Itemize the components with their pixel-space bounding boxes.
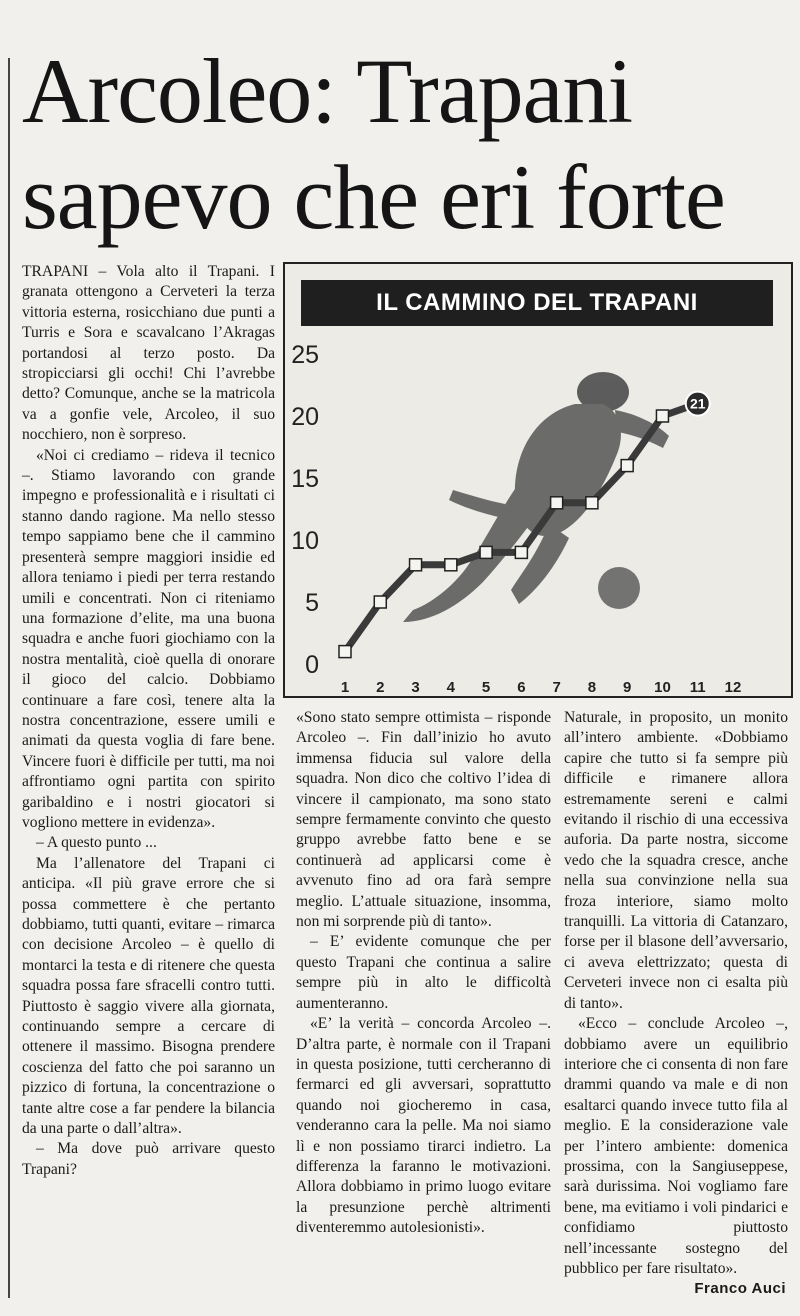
data-point: [656, 410, 668, 422]
y-tick-label: 0: [305, 651, 319, 679]
article-column-3: [564, 708, 788, 1279]
x-tick-label: 2: [376, 679, 385, 696]
paragraph: «Sono stato sempre ottimista – risponde Arcoleo –. Fin dall’inizio ho avuto immensa fiducia sul valore della squadra. Non dico che coltivo l’idea di vincere il campionato, ma sono stato sempre fermamente convinto che questo gruppo avrebbe fatto bene e se continuerà ad applicarsi come è avvenuto fino ad ora farà sempre meglio. L’attuale situazione, insomma, non mi sorprende più di tanto».: [296, 709, 551, 931]
y-tick-label: 15: [291, 465, 319, 493]
data-point: [480, 546, 492, 558]
article-column-1: [22, 262, 275, 1180]
chart-title: IL CAMMINO DEL TRAPANI: [301, 280, 773, 326]
paragraph: «Noi ci crediamo – rideva il tecnico –. Stiamo lavorando con grande impegno e professionalità e i risultati ci stanno dando ragione. Ma nello stesso tempo sappiamo bene che il cammino presenterà sempre maggiori insidie ed allora teniamo i piedi per terra restando umili e concentrati. Non ci riteniamo una formazione d’elite, ma una buona squadra e anche fuori giochiamo con la nostra mentalità, cioè quella di onorare il gioco del calcio. Dobbiamo continuare a fare così, tenere alta la nostra concentrazione, essere umili e animati da questa voglia di fare bene. Vincere fuori è difficile per tutti, ma noi affrontiamo ogni partita con spirito garibaldino e i nostri giocatori si vogliono mettere in evidenza».: [22, 446, 275, 831]
data-point: [551, 497, 563, 509]
chart-svg: [285, 264, 791, 696]
data-point: [621, 460, 633, 472]
x-tick-label: 5: [481, 679, 491, 696]
paragraph: – E’ evidente comunque che per questo Trapani che continua a salire sempre più in alto le difficoltà aumenteranno.: [296, 933, 551, 1012]
x-tick-label: 8: [587, 679, 597, 696]
byline: Franco Auci: [694, 1280, 786, 1297]
y-tick-label: 20: [291, 403, 319, 431]
y-tick-label: 10: [291, 527, 319, 555]
data-label: 21: [689, 395, 706, 412]
paragraph: «Ecco – conclude Arcoleo –, dobbiamo avere un equilibrio interiore che ci consenta di non fare drammi quando va male e di non esaltarci quando invece tutto fila al meglio. E la considerazione vale per l’intero ambiente: domenica prossima, con la Sangiuseppese, sarà durissima. Noi vogliamo fare bene, ma evitiamo i voli pindarici e confidiamo piuttosto nell’incessante sostegno del pubblico per fare risultato».: [564, 1015, 788, 1277]
x-tick-label: 7: [552, 679, 561, 696]
x-tick-label: 10: [654, 679, 671, 696]
data-point: [445, 559, 457, 571]
paragraph: «E’ la verità – concorda Arcoleo –. D’altra parte, è normale con il Trapani in questa posizione, tutti cercheranno di fermarci ed gli avversari, soprattutto quando noi giocheremo in casa, venderanno cara la pelle. Ma noi siamo lì e non possiamo tirarci indietro. La differenza la faranno le motivazioni. Allora dobbiamo in primo luogo evitare la presunzione perchè altrimenti diventeremmo autolesionisti».: [296, 1015, 551, 1237]
paragraph: Ma l’allenatore del Trapani ci anticipa. «Il più grave errore che si possa commettere è che pertanto dobbiamo, tutti quanti, evitare – rimarca con decisione Arcoleo – è quello di montarci la testa e di ritenere che questa squadra possa fare sfracelli contro tutti. Piuttosto è saggio vivere alla giornata, continuando sempre a cercare di ottenere il massimo. Bisogna prendere coscienza del fatto che poi saranno un pizzico di fortuna, la concentrazione o tante altre cose a far pendere la bilancia da una parte o dall’altra».: [22, 854, 275, 1138]
data-point: [339, 646, 351, 658]
paragraph: TRAPANI – Vola alto il Trapani. I granata ottengono a Cerveteri la terza vittoria esterna, rosicchiano due punti a Turris e Sora e scavalcano l’Akragas portandosi al terzo posto. Da stropicciarsi gli occhi! Chi l’avrebbe detto? Comunque, anche se la matricola va a gonfie vele, Arcoleo, il suo nocchiero, non è sorpreso.: [22, 263, 275, 444]
x-tick-label: 4: [446, 679, 455, 696]
data-point: [515, 546, 527, 558]
article-column-2: [296, 708, 551, 1239]
x-tick-label: 11: [689, 679, 706, 696]
data-point: [374, 596, 386, 608]
y-tick-label: 5: [305, 589, 319, 617]
x-tick-label: 12: [724, 679, 742, 696]
y-tick-label: 25: [291, 341, 319, 369]
x-tick-label: 9: [623, 679, 632, 696]
headline-line-2: sapevo che eri forte: [22, 146, 725, 248]
data-point: [410, 559, 422, 571]
paragraph: Naturale, in proposito, un monito all’intero ambiente. «Dobbiamo capire che tutto si fa sempre più difficile e rimanere allora estremamente sereni e calmi evitando il rischio di una eccessiva auforia. Da parte nostra, siccome vedo che la squadra cresce, anche nella sua convinzione nella sua froza interiore, siamo molto tranquilli. La vittoria di Catanzaro, forse per il blasone dell’avversario, ci aveva elettrizzato; questa di Cerveteri invece non ci esalta più di tanto».: [564, 709, 788, 1012]
chart-box: [283, 262, 793, 698]
paragraph: – Ma dove può arrivare questo Trapani?: [22, 1140, 275, 1178]
x-tick-label: 6: [517, 679, 526, 696]
x-tick-label: 3: [411, 679, 420, 696]
data-point: [586, 497, 598, 509]
headline-line-1: Arcoleo: Trapani: [22, 40, 633, 142]
x-tick-label: 1: [340, 679, 350, 696]
column-rule: [8, 58, 10, 1298]
headline: [22, 38, 792, 250]
football-image: [598, 567, 640, 609]
paragraph: – A questo punto ...: [36, 834, 157, 852]
